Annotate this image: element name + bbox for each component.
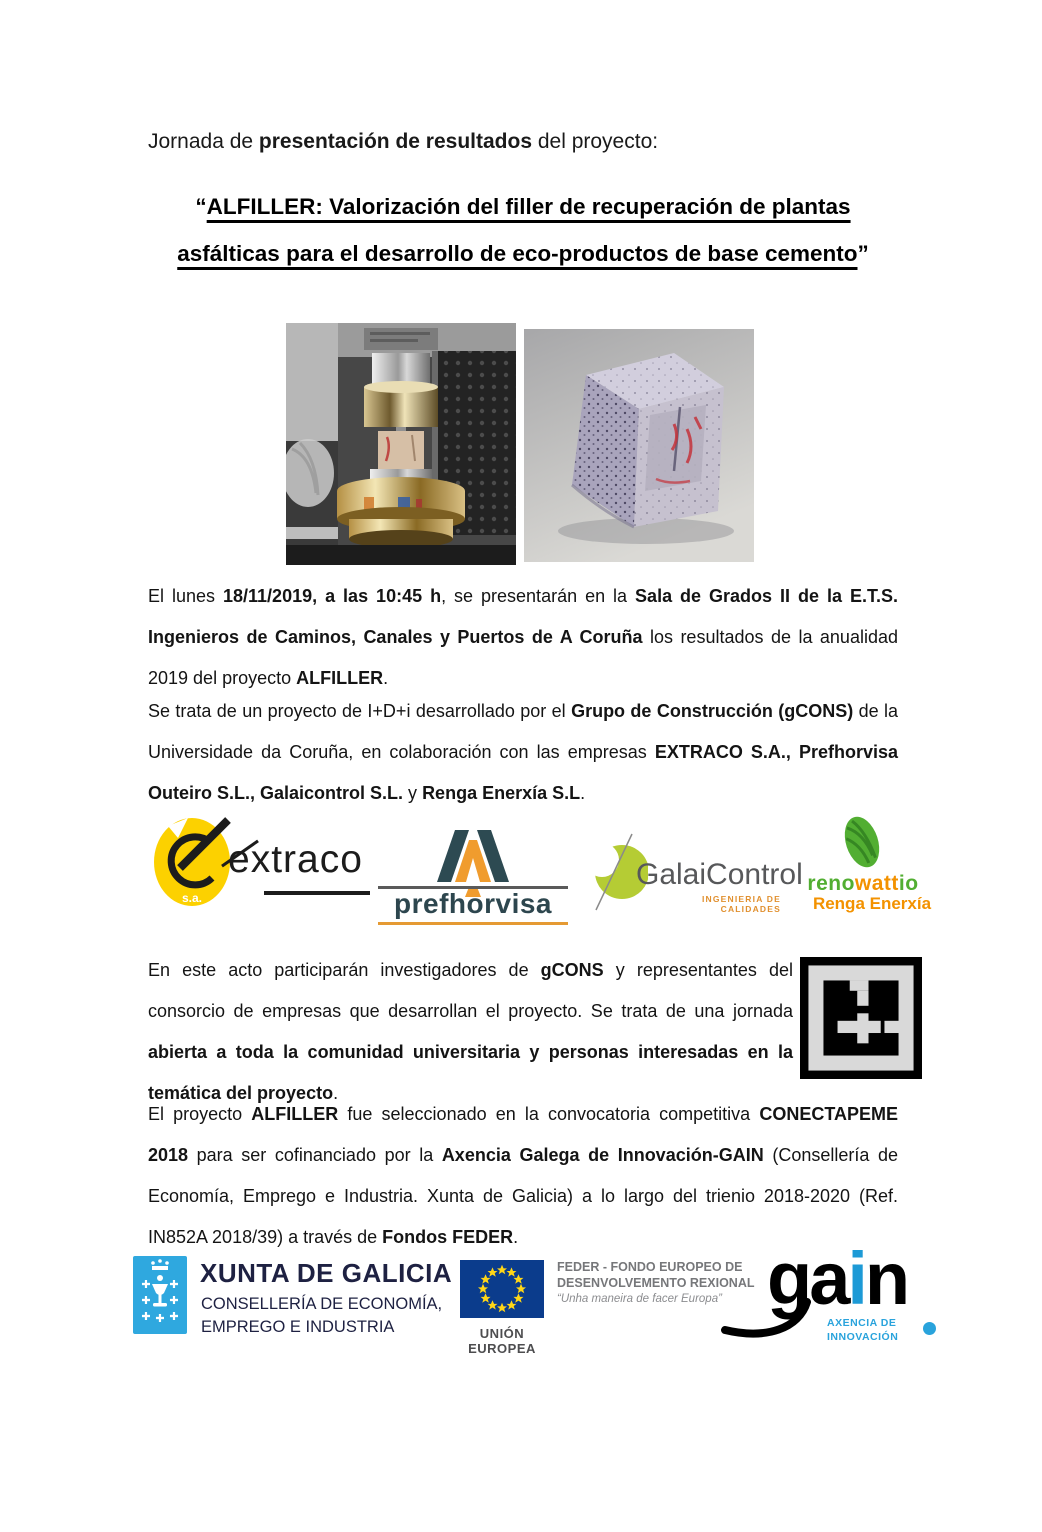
p2-run: Se trata de un proyecto de I+D+i desarrollado por el	[148, 701, 572, 721]
p1-run-bold: Sala de Grados II de la E.T.S. Ingenieros de Caminos, Canales y Puertos de A Coruña	[148, 586, 898, 647]
p2-run-bold: EXTRACO S.A., Prefhorvisa Outeiro S.L., Galaicontrol S.L.	[148, 742, 899, 803]
extraco-wordmark: extraco	[228, 838, 363, 881]
p1-run: .	[383, 668, 389, 688]
logo-gain	[715, 1236, 975, 1351]
p4-run-bold: CONECTAPEME 2018	[148, 1104, 899, 1165]
p2-run: .	[580, 783, 586, 803]
p2-run: de la Universidade da Coruña, en colaboración con las empresas	[148, 701, 898, 762]
io-seg: io	[898, 872, 919, 895]
p3-run-bold: abierta a toda la comunidad universitaria y personas interesadas en la temática del proyecto	[148, 1042, 793, 1103]
intro-bold: presentación de resultados	[258, 130, 533, 153]
p1-run-bold: 18/11/2019, a las 10:45 h	[223, 586, 442, 606]
logo-renowattio	[788, 812, 938, 917]
p1-run: , se presentarán en la	[441, 586, 636, 606]
p1-run: los resultados de la anualidad 2019 del proyecto	[148, 627, 898, 688]
paragraph-funding	[148, 1094, 898, 1258]
p4-run: (Consellería de Economía, Emprego e Industria. Xunta de Galicia) a lo largo del trienio 2018-2020 (Ref. IN852A 2018/39) a través de	[148, 1145, 898, 1247]
fiducial-marker-code	[800, 956, 922, 1085]
photo-compression-test-machine	[286, 323, 516, 565]
intro-post: del proyecto:	[532, 130, 659, 153]
p4-run: para ser cofinanciado por la	[188, 1145, 442, 1165]
xunta-title: XUNTA DE GALICIA	[200, 1258, 453, 1288]
extraco-sa-label: s.a.	[182, 891, 203, 905]
logo-prefhorvisa	[378, 826, 568, 926]
p4-run: El proyecto	[148, 1104, 252, 1124]
close-quote: ”	[857, 241, 869, 266]
xunta-de-galicia-shield-icon	[133, 1256, 187, 1334]
marker-icon	[800, 956, 922, 1080]
paragraph-project-partners	[148, 691, 898, 814]
intro-pre: Jornada de	[148, 130, 259, 153]
p4-run: .	[513, 1227, 519, 1247]
cross-glyph: ✚	[169, 1295, 179, 1307]
p2-run: y	[403, 783, 423, 803]
extraco-underline	[264, 891, 370, 895]
gain-sub-line2: INNOVACIÓN	[827, 1331, 899, 1343]
p4-run-bold: Axencia Galega de Innovación-GAIN	[441, 1145, 764, 1165]
cement-cube-illustration	[524, 329, 754, 562]
p4-run-bold: ALFILLER	[251, 1104, 339, 1124]
cross-glyph: ✚	[141, 1295, 151, 1307]
reno-seg: reno	[807, 872, 855, 895]
logo-extraco	[152, 812, 372, 917]
cross-glyph: ✚	[169, 1311, 179, 1323]
feder-line2: DESENVOLVEMENTO REXIONAL	[557, 1276, 755, 1290]
p3-run-bold: gCONS	[540, 960, 604, 980]
p2-run-bold: Renga Enerxía S.L	[422, 783, 581, 803]
project-title	[146, 183, 900, 277]
cross-glyph: ✚	[169, 1279, 179, 1291]
p3-run: En este acto participarán investigadores de	[148, 960, 541, 980]
gain-sub-line1: AXENCIA DE	[827, 1317, 897, 1329]
cross-glyph: ✚	[141, 1311, 151, 1323]
extraco-icon	[152, 814, 234, 909]
xunta-department	[201, 1293, 442, 1339]
gain-subtitle	[827, 1316, 898, 1344]
eu-flag-icon	[460, 1260, 544, 1318]
compression-machine-illustration	[286, 323, 516, 565]
galaicontrol-wordmark: GalaiControl	[636, 858, 803, 891]
p3-run: y representantes del consorcio de empresas que desarrollan el proyecto. Se trata de una jornada	[148, 960, 793, 1021]
paragraph-event-details	[148, 576, 898, 699]
p1-run-bold: ALFILLER	[296, 668, 384, 688]
p3-run: .	[333, 1083, 339, 1103]
cross-glyph: ✚	[155, 1313, 165, 1325]
cross-glyph: ✚	[141, 1279, 151, 1291]
intro-line	[148, 130, 908, 154]
gain-blue-dot	[923, 1322, 936, 1335]
gain-seg-i: i	[847, 1237, 865, 1320]
eu-caption: UNIÓN EUROPEA	[468, 1326, 536, 1356]
prefhorvisa-icon	[425, 826, 521, 884]
galaicontrol-tagline: INGENIERIA DE CALIDADES	[701, 894, 781, 914]
paragraph-participants	[148, 950, 793, 1114]
prefhorvisa-wordmark: prefhorvisa	[394, 888, 552, 919]
photo-cement-cube-specimen	[524, 329, 754, 562]
project-title-text: ALFILLER: Valorización del filler de recuperación de plantas asfálticas para el desarrollo de eco-productos de base cemento	[177, 194, 858, 266]
renga-enerxia-label: Renga Enerxía	[812, 894, 932, 913]
p4-run: fue seleccionado en la convocatoria competitiva	[338, 1104, 760, 1124]
gain-seg-n: n	[864, 1237, 908, 1320]
xunta-dept-line1: CONSELLERÍA DE ECONOMÍA,	[201, 1295, 443, 1313]
renowattio-leaf-icon	[832, 812, 892, 872]
watt-seg: watt	[854, 872, 899, 895]
gain-seg-ga: ga	[767, 1237, 848, 1320]
p4-run-bold: Fondos FEDER	[382, 1227, 514, 1247]
p2-run-bold: Grupo de Construcción (gCONS)	[571, 701, 854, 721]
feder-slogan: “Unha maneira de facer Europa”	[557, 1293, 722, 1305]
open-quote: “	[195, 194, 207, 219]
prefhorvisa-orange-line	[378, 922, 568, 925]
p1-run: El lunes	[148, 586, 223, 606]
renowattio-wordmark	[788, 872, 938, 896]
xunta-dept-line2: EMPREGO E INDUSTRIA	[201, 1318, 395, 1336]
feder-line1: FEDER - FONDO EUROPEO DE	[557, 1260, 743, 1274]
gain-wordmark	[767, 1236, 907, 1321]
logo-galaicontrol	[586, 832, 803, 920]
